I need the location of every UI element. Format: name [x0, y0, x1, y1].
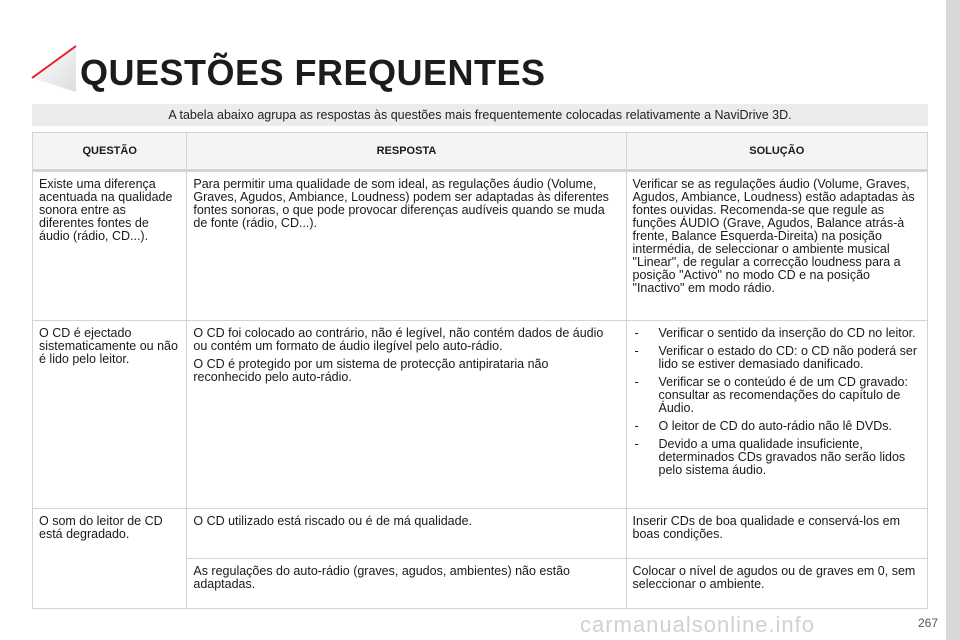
table-header-row: [33, 133, 928, 171]
faq-table: [32, 132, 928, 609]
solution-cell: [626, 171, 927, 321]
list-item: - Verificar o sentido da inserção do CD no leitor.: [633, 327, 921, 340]
answer-text: O CD foi colocado ao contrário, não é legível, não contém dados de áudio ou contém um formato de áudio ilegível pelo auto-rádio.: [193, 326, 604, 353]
column-header-question: QUESTÃO: [33, 133, 187, 171]
solution-text: Verificar se as regulações áudio (Volume, Graves, Agudos, Ambiance, Loudness) estão adaptadas às fontes ouvidas. Recomenda-se que regule as funções ÁUDIO (Grave, Agudos, Balance atrás-à frente, Balance Esquerda-Direita) na posição intermédia, de seleccionar o ambiente musical "Linear", de regular a correcção loudness para a posição "Activo" no modo CD e na posição "Inactivo" em modo rádio.: [632, 177, 915, 295]
answer-cell: [187, 559, 626, 609]
list-item: - Verificar se o conteúdo é de um CD gravado: consultar as recomendações do capítulo de Áudio.: [633, 376, 921, 415]
answer-text: O CD é protegido por um sistema de protecção antipirataria não reconhecido pelo auto-rádio.: [193, 357, 549, 384]
answer-cell: [187, 321, 626, 509]
question-cell: O CD é ejectado sistematicamente ou não é lido pelo leitor.: [33, 321, 187, 509]
answer-text: O CD utilizado está riscado ou é de má qualidade.: [193, 514, 473, 528]
table-row: [33, 509, 928, 559]
solution-text: Inserir CDs de boa qualidade e conservá-los em boas condições.: [632, 514, 901, 541]
column-header-answer: RESPOSTA: [187, 133, 626, 171]
answer-cell: [187, 509, 626, 559]
question-cell: Existe uma diferença acentuada na qualidade sonora entre as diferentes fontes de áudio (rádio, CD...).: [33, 171, 187, 321]
list-item: - Verificar o estado do CD: o CD não poderá ser lido se estiver demasiado danificado.: [633, 345, 921, 371]
page-title: QUESTÕES FREQUENTES: [80, 52, 546, 93]
column-header-solution: SOLUÇÃO: [626, 133, 927, 171]
table-row: [33, 171, 928, 321]
page-number: 267: [917, 616, 938, 630]
corner-triangle-icon: [28, 40, 88, 100]
table-row: [33, 321, 928, 509]
question-cell: O som do leitor de CD está degradado.: [33, 509, 187, 609]
watermark: carmanualsonline.info: [580, 612, 816, 637]
solution-list: [633, 327, 921, 477]
solution-cell: [626, 559, 927, 609]
answer-text: Para permitir uma qualidade de som ideal, as regulações áudio (Volume, Graves, Agudos, Ambiance, Loudness) podem ser adaptadas às diferentes fontes sonoras, o que pode provocar diferenças audíveis quando se muda de fonte (rádio, CD...).: [193, 177, 609, 230]
solution-cell: [626, 509, 927, 559]
solution-text: Colocar o nível de agudos ou de graves em 0, sem seleccionar o ambiente.: [632, 564, 916, 591]
answer-cell: [187, 171, 626, 321]
list-item: - Devido a uma qualidade insuficiente, determinados CDs gravados não serão lidos pelo sistema áudio.: [633, 438, 921, 477]
page-side-bar: [946, 0, 960, 640]
solution-cell: [626, 321, 927, 509]
answer-text: As regulações do auto-rádio (graves, agudos, ambientes) não estão adaptadas.: [193, 564, 570, 591]
list-item: - O leitor de CD do auto-rádio não lê DVDs.: [633, 420, 921, 433]
intro-text: A tabela abaixo agrupa as respostas às questões mais frequentemente colocadas relativamente a NaviDrive 3D.: [32, 104, 928, 126]
